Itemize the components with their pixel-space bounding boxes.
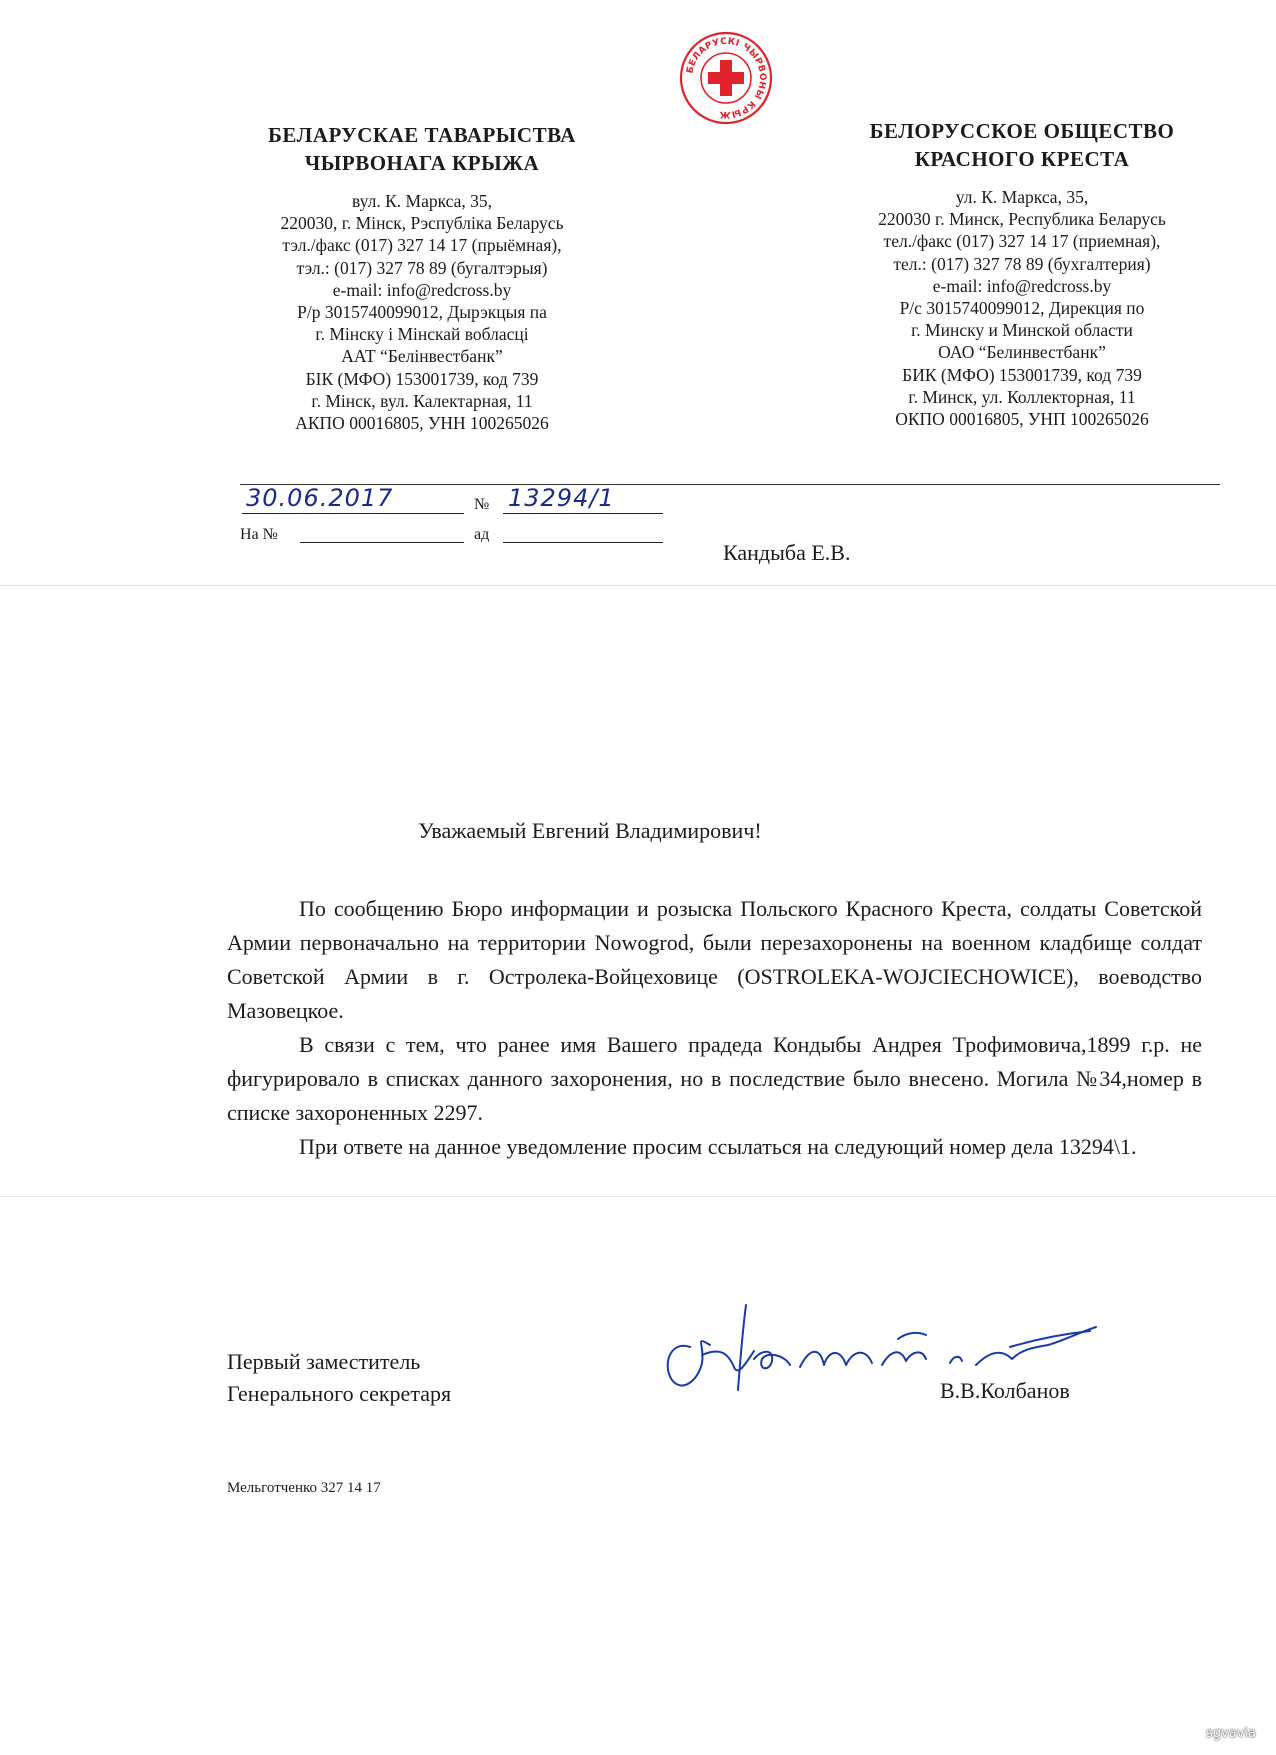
address-line: г. Мінску і Мінскай вобласці	[315, 324, 529, 345]
org-title-line: КРАСНОГО КРЕСТА	[914, 147, 1130, 171]
letter-body	[227, 892, 1202, 1164]
salutation: Уважаемый Евгений Владимирович!	[418, 818, 762, 843]
reply-number-underline	[300, 542, 464, 543]
address-line: г. Минск, ул. Коллекторная, 11	[908, 386, 1136, 407]
address-line: БИК (МФО) 153001739, код 739	[902, 364, 1142, 385]
scan-fold-line	[0, 1196, 1276, 1197]
address-line: тэл.: (017) 327 78 89 (бугалтэрыя)	[296, 257, 548, 278]
handwritten-date: 30.06.2017	[246, 484, 394, 512]
address-line: тел.: (017) 327 78 89 (бухгалтерия)	[893, 253, 1151, 274]
address-line: e-mail: info@redcross.by	[932, 275, 1112, 296]
org-title-line: БЕЛАРУСКАЕ ТАВАРЫСТВА	[268, 123, 576, 147]
site-watermark: sgvavia	[1206, 1726, 1256, 1741]
org-title-line: ЧЫРВОНАГА КРЫЖА	[304, 151, 540, 175]
emblem-ring-text: БЕЛАРУСКІ ЧЫРВОНЫ КРЫЖ	[685, 36, 768, 120]
address-line: 220030, г. Мінск, Рэспубліка Беларусь	[280, 213, 564, 234]
reply-date-label: ад	[474, 526, 490, 543]
signatory-name: В.В.Колбанов	[940, 1378, 1070, 1403]
body-paragraph: По сообщению Бюро информации и розыска Польского Красного Креста, солдаты Советской Армии первоначально на территории Nowogrod, были перезахоронены на военном кладбище солдат Советской Армии в г. Остролека-Войцеховице (OSTROLEKA-WOJCIECHOWICE), воеводство Мазовецкое.	[227, 896, 1202, 1023]
address-line: АКПО 00016805, УНН 100265026	[295, 413, 549, 434]
org-title-russian	[822, 117, 1222, 173]
address-line: ОКПО 00016805, УНП 100265026	[895, 409, 1149, 430]
number-underline	[503, 513, 663, 514]
address-line: Р/с 3015740099012, Дирекция по	[899, 298, 1145, 319]
scan-fold-line	[0, 585, 1276, 586]
date-underline	[242, 513, 464, 514]
signatory-position	[227, 1346, 451, 1410]
position-line: Генерального секретаря	[227, 1381, 452, 1406]
address-line: вул. К. Маркса, 35,	[351, 191, 493, 211]
address-line: e-mail: info@redcross.by	[332, 279, 512, 300]
number-label: №	[474, 496, 490, 513]
address-line: ул. К. Маркса, 35,	[955, 187, 1089, 207]
body-paragraph: В связи с тем, что ранее имя Вашего прадеда Кондыбы Андрея Трофимовича,1899 г.р. не фигурировало в списках данного захоронения, но в последствие было внесено. Могила №34,номер в списке захороненных 2297.	[227, 1032, 1202, 1125]
address-line: БІК (МФО) 153001739, код 739	[305, 368, 539, 389]
address-block-belarusian	[212, 190, 632, 434]
address-line: г. Мінск, вул. Калектарная, 11	[311, 390, 533, 411]
address-line: тэл./факс (017) 327 14 17 (прыёмная),	[282, 235, 562, 256]
address-block-russian	[822, 186, 1222, 430]
executor-contact: Мельготченко 327 14 17	[227, 1480, 381, 1496]
body-paragraph: При ответе на данное уведомление просим ссылаться на следующий номер дела 13294\1.	[299, 1134, 1137, 1159]
reply-number-label: На №	[240, 526, 278, 543]
position-line: Первый заместитель	[227, 1349, 421, 1374]
address-line: ОАО “Белинвестбанк”	[938, 342, 1106, 363]
address-line: Р/р 3015740099012, Дырэкцыя па	[297, 302, 547, 323]
address-line: тел./факс (017) 327 14 17 (приемная),	[883, 231, 1161, 252]
red-cross-emblem-svg	[678, 30, 774, 126]
address-line: 220030 г. Минск, Республика Беларусь	[878, 209, 1166, 230]
recipient-name: Кандыба Е.В.	[723, 540, 851, 565]
org-title-belarusian	[212, 121, 632, 177]
org-title-line: БЕЛОРУССКОЕ ОБЩЕСТВО	[869, 119, 1175, 143]
address-line: г. Минску и Минской области	[911, 320, 1133, 341]
address-line: ААТ “Белінвестбанк”	[341, 346, 503, 367]
handwritten-number: 13294/1	[508, 484, 615, 512]
reply-date-underline	[503, 542, 663, 543]
red-cross-emblem	[678, 30, 774, 126]
